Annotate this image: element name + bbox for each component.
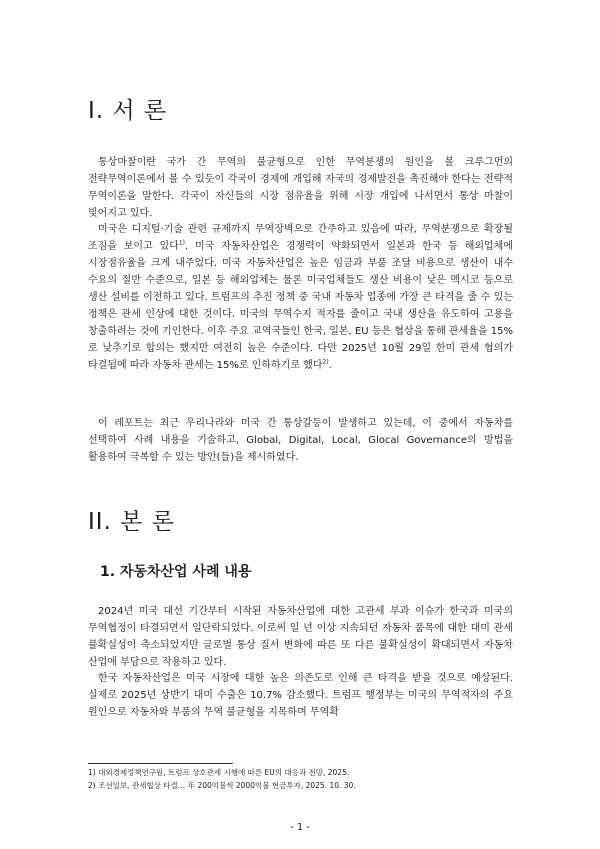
body-paragraph-2-text: 한국 자동차산업은 미국 시장에 대한 높은 의존도로 인해 큰 타격을 받을 것으로 예상된다. 실제로 2025년 상반기 대미 수출은 10.7% 감소했다. 트럼프 행정부는 미국의 무역적자의 주요 원인으로 자동차와 부품의 무역 불균형을 지목하며 무역확 [88,673,513,718]
intro-paragraph-2-text-c: . [328,360,332,371]
intro-paragraph-2-text-a: 미국은 디지털·기술 관련 규제까지 무역장벽으로 간주하고 있음에 따라, 무역분쟁으로 확장될 조짐을 보이고 있다 [88,224,513,252]
footnote-ref-2: 2) [322,358,329,366]
footnote-1: 1) 대외경제정책연구원, 트럼프 상호관세 시행에 따른 EU의 대응과 전망, 2025. [88,768,350,777]
subsection-heading-auto-industry: 1. 자동차산업 사례 내용 [100,564,252,580]
body-paragraph-2 [88,670,513,721]
footnote-divider [88,763,233,764]
intro-paragraph-3-text: 이 레포트는 최근 우리나라와 미국 간 통상갈등이 발생하고 있는데, 이 중에서 자동차를 선택하여 사례 내용을 기술하고, Global, Digital, Local, Glocal Governance의 방법을 활용하여 극복할 수 있는 방안(들)을 제시하였다. [88,418,513,463]
body-paragraph-1-text: 2024년 미국 대선 기간부터 시작된 자동차산업에 대한 고관세 부과 이슈가 한국과 미국의 무역협정이 타결되면서 일단락되었다. 이로써 일 년 이상 지속되던 자동차 품목에 대한 대미 관세 불확실성이 축소되었지만 글로벌 통상 질서 변화에 따른 또 다른 불확실성이 확대되면서 자동차 산업에 부담으로 작용하고 있다. [88,606,513,668]
footnote-ref-1: 1) [178,239,186,247]
section-heading-body: II. 본 론 [88,509,175,535]
body-paragraph-1 [88,603,513,671]
footnote-2: 2) 조선일보, 관세협상 타결… 年 200억불씩 2000억불 현금투자, 2025. 10. 30. [88,781,356,790]
page-number: - 1 - [290,822,310,833]
intro-paragraph-3 [88,415,513,466]
section-heading-introduction: I. 서 론 [88,98,168,124]
intro-paragraph-1 [88,154,513,222]
intro-paragraph-2 [88,221,513,374]
intro-paragraph-2-text-b: . 미국 자동차산업은 경쟁력이 약화되면서 일본과 한국 등 해외업체에 시장점유율을 크게 내주었다. 미국 자동차산업은 높은 임금과 부품 조달 비용으로 생산이 내수 수요의 절반 수준으로, 일본 등 해외업체는 물론 미국업체들도 생산 비용이 낮은 멕시코 등으로 생산 설비를 이전하고 있다. 트럼프의 추진 정책 중 국내 자동차 업종에 가장 큰 타격을 줄 수 있는 정책은 관세 인상에 대한 것이다. 미국의 무역수지 적자를 줄이고 국내 생산을 유도하여 고용을 창출하려는 것에 기인한다. 이후 주요 교역국들인 한국, 일본, EU 등은 협상을 통해 관세율을 15%로 낮추기로 합의는 했지만 여전히 높은 수준이다. 다만 2025년 10월 29일 한미 관세 협의가 타결됨에 따라 자동차 관세는 15%로 인하하기로 했다 [88,241,513,371]
intro-paragraph-1-text: 통상마찰이란 국가 간 무역의 불균형으로 인한 무역분쟁의 원인을 볼 크루그먼의 전략무역이론에서 볼 수 있듯이 각국이 경제에 개입해 자국의 경제발전을 촉진해야 한다는 전략적 무역이론을 말한다. 각국이 자신들의 시장 점유율을 위해 시장 개입에 나서면서 통상 마찰이 빚어지고 있다. [88,157,513,219]
